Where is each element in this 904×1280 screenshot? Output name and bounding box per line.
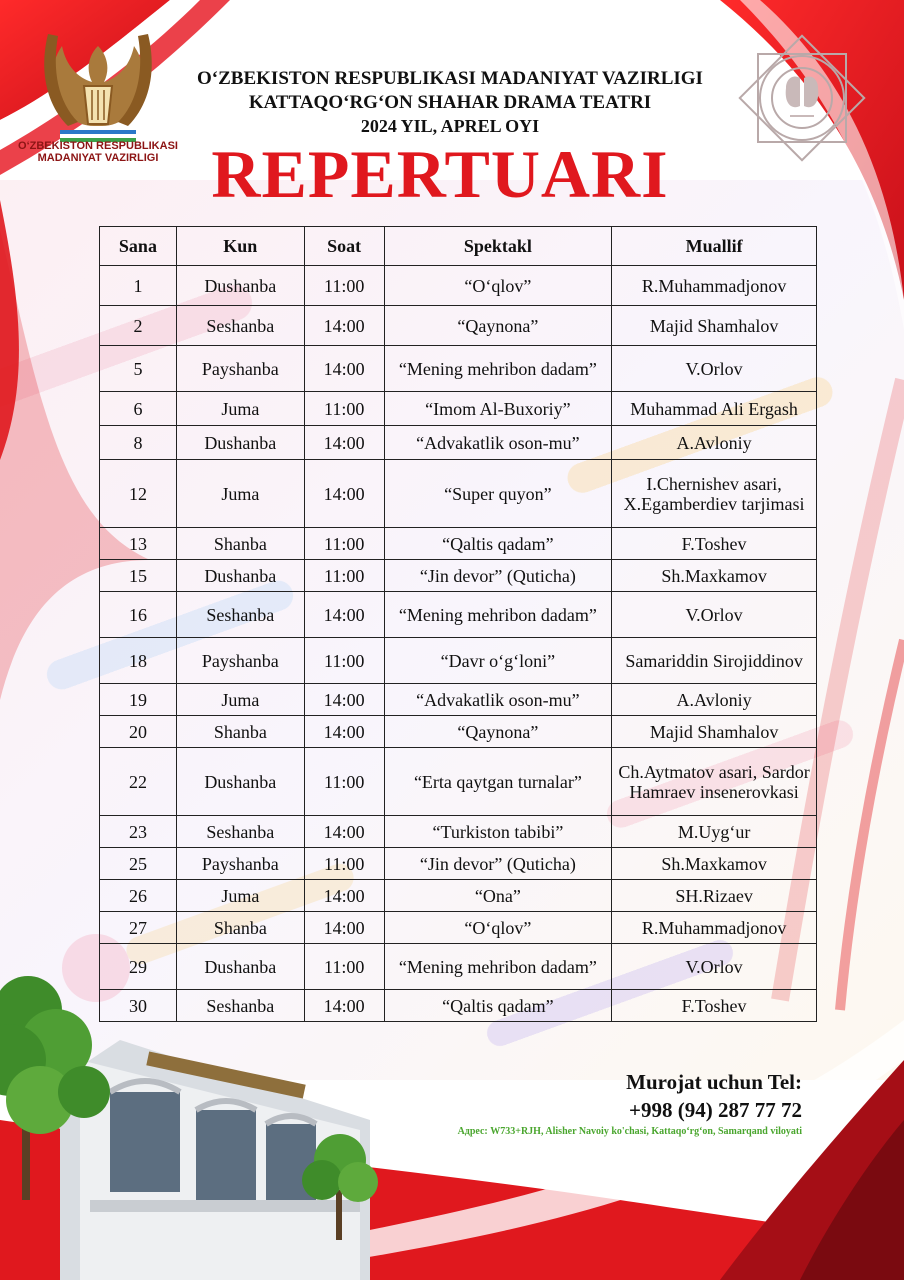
cell-spektakl: “Davr o‘g‘loni”: [384, 638, 612, 684]
cell-muallif: V.Orlov: [612, 592, 817, 638]
cell-sana: 23: [100, 816, 177, 848]
cell-soat: 11:00: [304, 266, 384, 306]
cell-spektakl: “Advakatlik oson-mu”: [384, 684, 612, 716]
cell-kun: Juma: [176, 460, 304, 528]
cell-soat: 14:00: [304, 346, 384, 392]
cell-spektakl: “Qaynona”: [384, 716, 612, 748]
cell-sana: 12: [100, 460, 177, 528]
cell-spektakl: “Qaltis qadam”: [384, 528, 612, 560]
cell-kun: Shanba: [176, 528, 304, 560]
cell-muallif: Samariddin Sirojiddinov: [612, 638, 817, 684]
cell-soat: 11:00: [304, 944, 384, 990]
cell-spektakl: “Qaltis qadam”: [384, 990, 612, 1022]
table-row: [100, 880, 817, 912]
cell-kun: Dushanba: [176, 748, 304, 816]
cell-soat: 11:00: [304, 528, 384, 560]
cell-kun: Seshanba: [176, 306, 304, 346]
cell-kun: Dushanba: [176, 266, 304, 306]
cell-sana: 13: [100, 528, 177, 560]
cell-kun: Juma: [176, 880, 304, 912]
table-row: [100, 990, 817, 1022]
table-row: [100, 848, 817, 880]
cell-sana: 2: [100, 306, 177, 346]
cell-muallif: F.Toshev: [612, 990, 817, 1022]
cell-spektakl: “Jin devor” (Quticha): [384, 560, 612, 592]
cell-muallif: Ch.Aytmatov asari, Sardor Hamraev insenerovkasi: [612, 748, 817, 816]
cell-muallif: F.Toshev: [612, 528, 817, 560]
theatre-title: KATTAQO‘RG‘ON SHAHAR DRAMA TEATRI: [248, 92, 652, 113]
cell-sana: 22: [100, 748, 177, 816]
table-row: [100, 716, 817, 748]
cell-soat: 14:00: [304, 880, 384, 912]
cell-muallif: Sh.Maxkamov: [612, 848, 817, 880]
cell-muallif: Sh.Maxkamov: [612, 560, 817, 592]
table-row: [100, 592, 817, 638]
cell-soat: 11:00: [304, 638, 384, 684]
table-row: [100, 912, 817, 944]
cell-kun: Juma: [176, 392, 304, 426]
cell-sana: 19: [100, 684, 177, 716]
cell-sana: 20: [100, 716, 177, 748]
cell-soat: 11:00: [304, 560, 384, 592]
ministry-emblem-caption: [14, 140, 182, 164]
cell-kun: Dushanba: [176, 944, 304, 990]
theatre-address: Адрес: W733+RJH, Alisher Navoiy ko'chasi, Kattaqo‘rg‘on, Samarqand viloyati: [457, 1126, 802, 1137]
cell-sana: 15: [100, 560, 177, 592]
cell-sana: 16: [100, 592, 177, 638]
cell-sana: 1: [100, 266, 177, 306]
cell-soat: 14:00: [304, 426, 384, 460]
cell-soat: 14:00: [304, 716, 384, 748]
cell-sana: 29: [100, 944, 177, 990]
table-row: [100, 560, 817, 592]
cell-spektakl: “O‘qlov”: [384, 912, 612, 944]
table-row: [100, 528, 817, 560]
table-row: [100, 684, 817, 716]
table-row: [100, 638, 817, 684]
cell-muallif: Majid Shamhalov: [612, 306, 817, 346]
cell-spektakl: “Mening mehribon dadam”: [384, 944, 612, 990]
table-row: [100, 392, 817, 426]
cell-soat: 11:00: [304, 848, 384, 880]
cell-kun: Seshanba: [176, 990, 304, 1022]
cell-soat: 11:00: [304, 392, 384, 426]
cell-kun: Dushanba: [176, 560, 304, 592]
cell-soat: 14:00: [304, 816, 384, 848]
cell-kun: Seshanba: [176, 816, 304, 848]
cell-kun: Dushanba: [176, 426, 304, 460]
cell-sana: 30: [100, 990, 177, 1022]
cell-spektakl: “Mening mehribon dadam”: [384, 592, 612, 638]
cell-muallif: A.Avloniy: [612, 684, 817, 716]
cell-soat: 14:00: [304, 460, 384, 528]
column-header-kun: Kun: [176, 227, 304, 266]
repertoire-table: [99, 226, 817, 1022]
contact-label: Murojat uchun Tel:: [626, 1070, 802, 1094]
cell-sana: 5: [100, 346, 177, 392]
theatre-logo-icon: [734, 30, 870, 166]
cell-spektakl: “Super quyon”: [384, 460, 612, 528]
table-row: [100, 460, 817, 528]
cell-sana: 27: [100, 912, 177, 944]
cell-kun: Payshanba: [176, 346, 304, 392]
cell-spektakl: “Jin devor” (Quticha): [384, 848, 612, 880]
column-header-spektakl: Spektakl: [384, 227, 612, 266]
cell-spektakl: “Turkiston tabibi”: [384, 816, 612, 848]
table-row: [100, 306, 817, 346]
table-row: [100, 748, 817, 816]
cell-spektakl: “Qaynona”: [384, 306, 612, 346]
table-row: [100, 426, 817, 460]
cell-muallif: SH.Rizaev: [612, 880, 817, 912]
cell-kun: Payshanba: [176, 848, 304, 880]
cell-kun: Shanba: [176, 912, 304, 944]
cell-soat: 11:00: [304, 748, 384, 816]
cell-kun: Payshanba: [176, 638, 304, 684]
column-header-sana: Sana: [100, 227, 177, 266]
emblem-caption-line2: MADANIYAT VAZIRLIGI: [37, 152, 159, 164]
table-row: [100, 816, 817, 848]
cell-spektakl: “Erta qaytgan turnalar”: [384, 748, 612, 816]
cell-muallif: Majid Shamhalov: [612, 716, 817, 748]
contact-phone: +998 (94) 287 77 72: [629, 1098, 802, 1122]
cell-sana: 6: [100, 392, 177, 426]
cell-soat: 14:00: [304, 912, 384, 944]
table-row: [100, 944, 817, 990]
cell-soat: 14:00: [304, 592, 384, 638]
cell-muallif: Muhammad Ali Ergash: [612, 392, 817, 426]
ministry-title: O‘ZBEKISTON RESPUBLIKASI MADANIYAT VAZIRLIGI: [197, 68, 703, 89]
cell-spektakl: “Advakatlik oson-mu”: [384, 426, 612, 460]
cell-muallif: V.Orlov: [612, 346, 817, 392]
cell-sana: 8: [100, 426, 177, 460]
emblem-caption-line1: O‘ZBEKISTON RESPUBLIKASI: [18, 140, 178, 152]
cell-muallif: R.Muhammadjonov: [612, 912, 817, 944]
cell-muallif: A.Avloniy: [612, 426, 817, 460]
cell-kun: Shanba: [176, 716, 304, 748]
cell-spektakl: “Imom Al-Buxoriy”: [384, 392, 612, 426]
table-header-row: [100, 227, 817, 266]
period-title: 2024 YIL, APREL OYI: [360, 116, 540, 136]
cell-soat: 14:00: [304, 990, 384, 1022]
cell-muallif: M.Uyg‘ur: [612, 816, 817, 848]
table-row: [100, 346, 817, 392]
cell-soat: 14:00: [304, 306, 384, 346]
cell-muallif: R.Muhammadjonov: [612, 266, 817, 306]
cell-sana: 18: [100, 638, 177, 684]
cell-spektakl: “O‘qlov”: [384, 266, 612, 306]
cell-spektakl: “Ona”: [384, 880, 612, 912]
cell-sana: 26: [100, 880, 177, 912]
cell-spektakl: “Mening mehribon dadam”: [384, 346, 612, 392]
table-row: [100, 266, 817, 306]
column-header-soat: Soat: [304, 227, 384, 266]
cell-sana: 25: [100, 848, 177, 880]
cell-kun: Seshanba: [176, 592, 304, 638]
cell-muallif: V.Orlov: [612, 944, 817, 990]
cell-soat: 14:00: [304, 684, 384, 716]
cell-muallif: I.Chernishev asari, X.Egamberdiev tarjimasi: [612, 460, 817, 528]
column-header-muallif: Muallif: [612, 227, 817, 266]
cell-kun: Juma: [176, 684, 304, 716]
page-title: REPERTUARI: [211, 136, 669, 212]
